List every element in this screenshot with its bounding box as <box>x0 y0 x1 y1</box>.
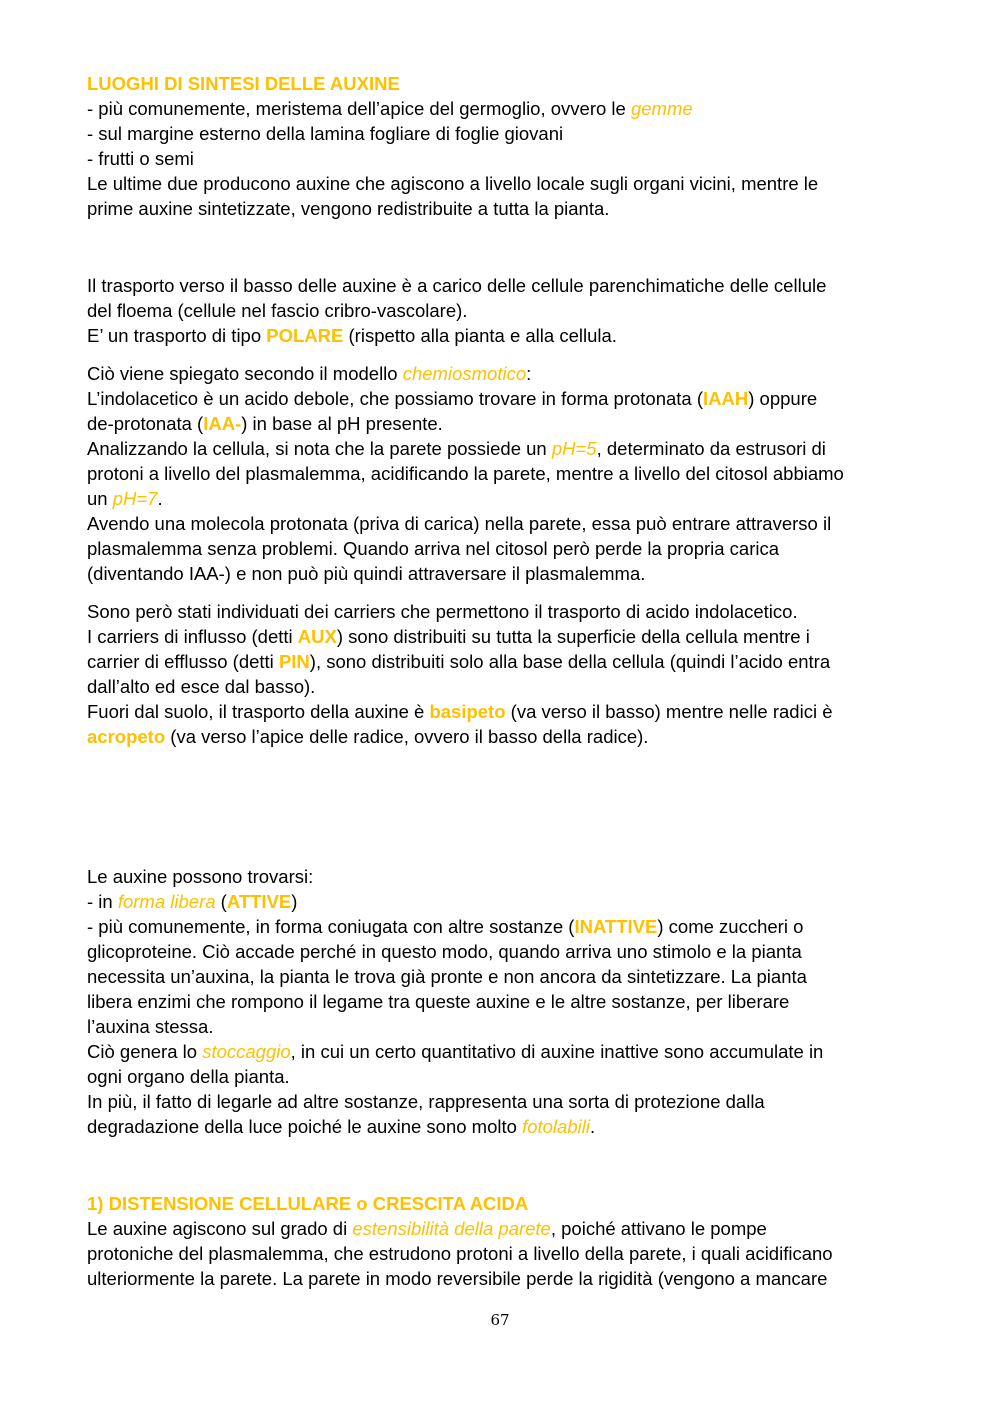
highlight-term: IAA- <box>203 413 242 434</box>
paragraph-line: I carriers di influsso (detti AUX) sono distribuiti su tutta la superficie della cellula mentre i <box>87 626 810 647</box>
paragraph-line: L’indolacetico è un acido debole, che possiamo trovare in forma protonata (IAAH) oppure <box>87 388 818 409</box>
spacer <box>87 348 919 361</box>
paragraph-line: (diventando IAA-) e non può più quindi attraversare il plasmalemma. <box>87 563 646 584</box>
paragraph-line: - sul margine esterno della lamina fogliare di foglie giovani <box>87 123 564 144</box>
spacer <box>87 586 919 599</box>
highlight-term: forma libera <box>117 891 216 912</box>
highlight-term: INATTIVE <box>574 916 658 937</box>
highlight-term: chemiosmotico <box>402 363 527 384</box>
spacer <box>87 749 919 864</box>
paragraph-line: E’ un trasporto di tipo POLARE (rispetto alla pianta e alla cellula. <box>87 325 617 346</box>
highlight-term: basipeto <box>429 701 506 722</box>
paragraph-line: - in forma libera (ATTIVE) <box>87 891 298 912</box>
paragraph-line: - più comunemente, in forma coniugata con altre sostanze (INATTIVE) come zuccheri o <box>87 916 804 937</box>
highlight-term: acropeto <box>87 726 166 747</box>
paragraph-line: Avendo una molecola protonata (priva di carica) nella parete, essa può entrare attraverso il <box>87 513 832 534</box>
paragraph-line: prime auxine sintetizzate, vengono redistribuite a tutta la pianta. <box>87 198 610 219</box>
paragraph-line: - frutti o semi <box>87 148 194 169</box>
paragraph-line: Le auxine possono trovarsi: <box>87 866 314 887</box>
paragraph-line: Ciò genera lo stoccaggio, in cui un certo quantitativo di auxine inattive sono accumulate in <box>87 1041 824 1062</box>
highlight-term: IAAH <box>703 388 749 409</box>
paragraph-line: acropeto (va verso l’apice delle radice, ovvero il basso della radice). <box>87 726 649 747</box>
paragraph-line: l’auxina stessa. <box>87 1016 214 1037</box>
paragraph-line: un pH=7. <box>87 488 163 509</box>
highlight-term: AUX <box>297 626 337 647</box>
paragraph-line: protoni a livello del plasmalemma, acidificando la parete, mentre a livello del citosol abbiamo <box>87 463 844 484</box>
paragraph-line: ogni organo della pianta. <box>87 1066 290 1087</box>
paragraph-line: necessita un’auxina, la pianta le trova già pronte e non ancora da sintetizzare. La pianta <box>87 966 807 987</box>
page-content <box>87 71 919 1291</box>
paragraph-line: In più, il fatto di legarle ad altre sostanze, rappresenta una sorta di protezione dalla <box>87 1091 765 1112</box>
highlight-term: pH=7 <box>112 488 158 509</box>
highlight-term: estensibilità della parete <box>352 1218 551 1239</box>
paragraph-line: - più comunemente, meristema dell’apice del germoglio, ovvero le gemme <box>87 98 693 119</box>
paragraph-line: Fuori dal suolo, il trasporto della auxine è basipeto (va verso il basso) mentre nelle radici è <box>87 701 833 722</box>
highlight-term: ATTIVE <box>226 891 292 912</box>
highlight-term: stoccaggio <box>202 1041 291 1062</box>
spacer <box>87 221 919 273</box>
page-number: 67 <box>490 1311 510 1329</box>
highlight-term: gemme <box>630 98 693 119</box>
highlight-term: fotolabili <box>522 1116 590 1137</box>
paragraph-line: dall’alto ed esce dal basso). <box>87 676 316 697</box>
paragraph-line: ulteriormente la parete. La parete in modo reversibile perde la rigidità (vengono a mancare <box>87 1268 828 1289</box>
highlight-term: pH=5 <box>551 438 597 459</box>
section-heading-sintesi: LUOGHI DI SINTESI DELLE AUXINE <box>87 73 400 94</box>
paragraph-line: Le ultime due producono auxine che agiscono a livello locale sugli organi vicini, mentre le <box>87 173 819 194</box>
paragraph-line: Sono però stati individuati dei carriers che permettono il trasporto di acido indolacetico. <box>87 601 798 622</box>
paragraph-line: Analizzando la cellula, si nota che la parete possiede un pH=5, determinato da estrusori di <box>87 438 826 459</box>
highlight-term: POLARE <box>266 325 344 346</box>
paragraph-line: de-protonata (IAA-) in base al pH presente. <box>87 413 443 434</box>
paragraph-line: plasmalemma senza problemi. Quando arriva nel citosol però perde la propria carica <box>87 538 780 559</box>
paragraph-line: degradazione della luce poiché le auxine sono molto fotolabili. <box>87 1116 596 1137</box>
paragraph-line: Le auxine agiscono sul grado di estensibilità della parete, poiché attivano le pompe <box>87 1218 767 1239</box>
paragraph-line: carrier di efflusso (detti PIN), sono distribuiti solo alla base della cellula (quindi l’acido entra <box>87 651 831 672</box>
paragraph-line: Il trasporto verso il basso delle auxine è a carico delle cellule parenchimatiche delle cellule <box>87 275 827 296</box>
spacer <box>87 1139 919 1191</box>
section-heading-distensione: 1) DISTENSIONE CELLULARE o CRESCITA ACIDA <box>87 1193 529 1214</box>
paragraph-line: libera enzimi che rompono il legame tra queste auxine e le altre sostanze, per liberare <box>87 991 790 1012</box>
paragraph-line: glicoproteine. Ciò accade perché in questo modo, quando arriva uno stimolo e la pianta <box>87 941 802 962</box>
highlight-term: PIN <box>278 651 310 672</box>
paragraph-line: protoniche del plasmalemma, che estrudono protoni a livello della parete, i quali acidificano <box>87 1243 833 1264</box>
paragraph-line: del floema (cellule nel fascio cribro-vascolare). <box>87 300 468 321</box>
paragraph-line: Ciò viene spiegato secondo il modello chemiosmotico: <box>87 363 532 384</box>
